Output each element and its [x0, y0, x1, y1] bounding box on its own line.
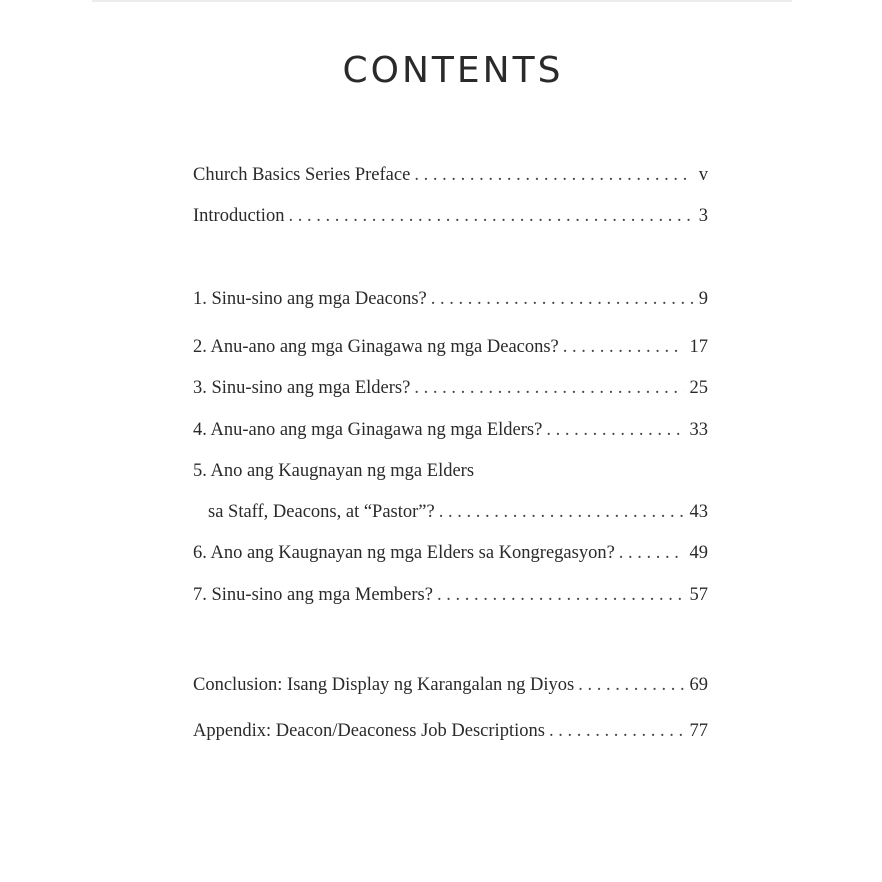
toc-entry-label: 3. Sinu-sino ang mga Elders? — [193, 378, 411, 398]
toc-entry-appendix — [193, 721, 708, 747]
toc-entry-label: 2. Anu-ano ang mga Ginagawa ng mga Deacons? — [193, 337, 559, 357]
toc-entry-page: 25 — [689, 378, 708, 398]
toc-entry-label: 4. Anu-ano ang mga Ginagawa ng mga Elders? — [193, 420, 543, 440]
dot-leader — [578, 675, 683, 696]
toc-entry-page: v — [698, 165, 708, 185]
toc-entry-introduction — [193, 206, 708, 232]
toc-entry-label: Church Basics Series Preface — [193, 165, 411, 185]
toc-entry-label: 1. Sinu-sino ang mga Deacons? — [193, 289, 427, 309]
toc-entry-label: sa Staff, Deacons, at “Pastor”? — [208, 502, 435, 522]
page-title: CONTENTS — [342, 50, 564, 91]
dot-leader — [439, 502, 684, 523]
dot-leader — [619, 543, 684, 564]
toc-entry-label: 6. Ano ang Kaugnayan ng mga Elders sa Kongregasyon? — [193, 543, 615, 563]
toc-entry-label: Introduction — [193, 206, 285, 226]
toc-entry-chapter-4 — [193, 420, 708, 446]
toc-entry-page: 77 — [689, 721, 708, 741]
toc-entry-chapter-1 — [193, 289, 708, 315]
toc-entry-chapter-5-line-1 — [193, 461, 708, 487]
toc-entry-page: 49 — [689, 543, 708, 563]
toc-entry-page: 57 — [689, 585, 708, 605]
dot-leader — [546, 420, 683, 441]
toc-entry-preface — [193, 165, 708, 191]
toc-entry-page: 33 — [689, 420, 708, 440]
toc-entry-label: 7. Sinu-sino ang mga Members? — [193, 585, 433, 605]
dot-leader — [549, 721, 684, 742]
toc-entry-label: Appendix: Deacon/Deaconess Job Descriptions — [193, 721, 545, 741]
dot-leader — [563, 337, 684, 358]
dot-leader — [288, 206, 692, 227]
toc-entry-label: 5. Ano ang Kaugnayan ng mga Elders — [193, 461, 475, 481]
dot-leader — [414, 165, 692, 186]
dot-leader — [437, 585, 684, 606]
toc-entry-page: 17 — [689, 337, 708, 357]
toc-entry-chapter-6 — [193, 543, 708, 569]
toc-entry-label: Conclusion: Isang Display ng Karangalan ng Diyos — [193, 675, 575, 695]
toc-entry-chapter-3 — [193, 378, 708, 404]
top-rule — [92, 0, 792, 2]
toc-entry-page: 43 — [689, 502, 708, 522]
toc-entry-chapter-2 — [193, 337, 708, 363]
toc-entry-chapter-7 — [193, 585, 708, 611]
dot-leader — [414, 378, 683, 399]
toc-entry-page: 3 — [698, 206, 708, 226]
toc-entry-page: 9 — [698, 289, 708, 309]
toc-entry-chapter-5-line-2 — [208, 502, 708, 528]
toc-entry-conclusion — [193, 675, 708, 701]
toc-entry-page: 69 — [689, 675, 708, 695]
dot-leader — [431, 289, 693, 310]
